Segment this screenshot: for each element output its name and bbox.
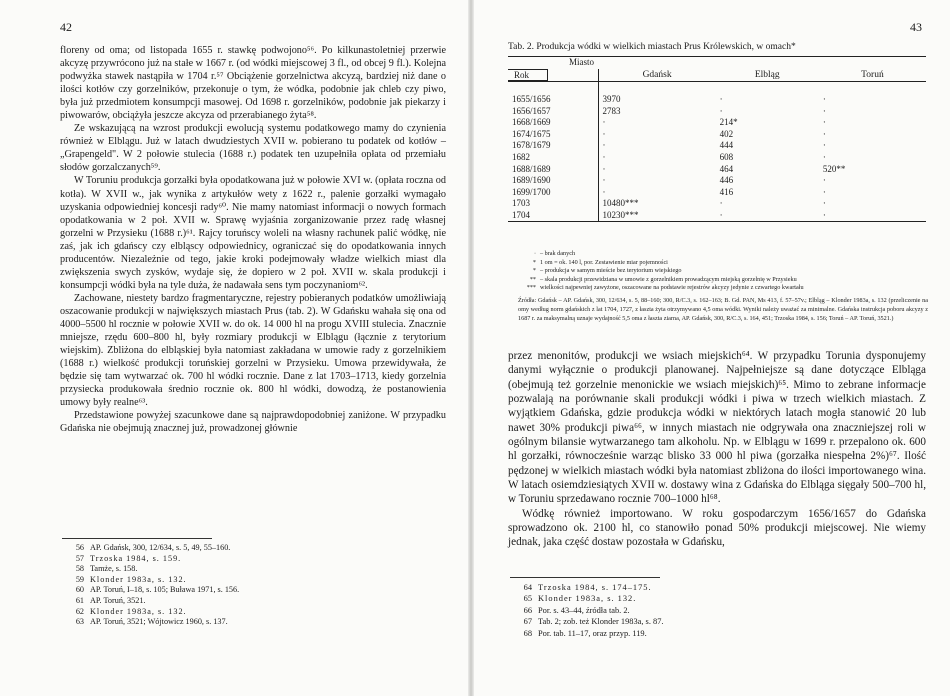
footnote: 57 Trzoska 1984, s. 159. xyxy=(75,553,182,563)
table-row: 1656/1657 2783 · · xyxy=(508,105,926,117)
paragraph: Ze wskazującą na wzrost produkcji ewolucją systemu podatkowego mamy do czynienia również w Elblągu. Już w latach dwudziestych XVII w. pobierano tu podatek od kotłów – „Grapengeld". W 2 połowie stulecia (1688 r.) podatek ten uzupełniła opłata od przemiału słodów gorzalczanych⁵⁹. xyxy=(60,123,446,174)
table-row: 1689/1690 · 446 · xyxy=(508,174,926,186)
page-number: 43 xyxy=(910,20,922,34)
footnote: 63 AP. Toruń, 3521; Wójtowicz 1960, s. 137. xyxy=(75,617,228,627)
table-row: 1704 10230*** · · xyxy=(508,209,926,221)
table-sources: Źródła: Gdańsk – AP. Gdańsk, 300, 12/634, s. 5, 88–160; 300, R/C.3, s. 162–163; B. Gd. PAN, Ms 413, f. 57–57v.; Elbląg – Klonder 1983a, s. 132 (przeliczenie na omy według norm gdańskich z lat 1704, 1727, z łaszta żyta otrzymywano 4,5 oma wódki. Wyniki należy uważać za minimalne. Gdańska instrukcja poboru akcyzy z 1687 r. za maksymalną uznaje wydajność 5,5 oma z łaszta ziarna, AP. Gdańsk, 300, R/C.3, s. 164, 451; Trzoska 1984, s. 156; Toruń – AP. Toruń, 3521.) xyxy=(518,297,928,322)
footnote: 64 Trzoska 1984, s. 174–175. xyxy=(523,583,652,592)
table-row: 1703 10480*** · · xyxy=(508,198,926,210)
paragraph: floreny od oma; od listopada 1655 r. stawkę podwojono⁵⁶. Po kilkunastoletniej przerwie akcyzę przywrócono już na stałe w 1667 r. (od wódki miejscowej 3 fl., od obcej 9 fl.). Kolejna podwyżka stawek nastąpiła w 1704 r.⁵⁷ Obciążenie gorzelnictwa akcyzą, bardziej niż dane o ilości kotłów czy gorzelników, przekonuje o tym, że wódka, podobnie jak chleb czy piwo, była już przedmiotem konsumpcji masowej. Od 1698 r. gorzelników, podobnie jak piekarzy i piwowarów, obciążyła jeszcze akcyza od przerabianego żyta⁵⁸. xyxy=(60,45,446,122)
legend-item: · – brak danych xyxy=(533,250,576,257)
footnote: 67 Tab. 2; zob. też Klonder 1983a, s. 87. xyxy=(523,617,664,627)
table-row: 1688/1689 · 464 520** xyxy=(508,163,926,175)
footnote: 60 AP. Toruń, I–18, s. 105; Buława 1971, s. 156. xyxy=(75,585,240,595)
footnote-rule xyxy=(62,538,212,539)
corner-label-city: Miasto xyxy=(508,57,598,69)
page-number: 42 xyxy=(60,20,72,34)
column-header: Elbląg xyxy=(754,69,780,80)
footnote: 68 Por. tab. 11–17, oraz przyp. 119. xyxy=(523,628,647,638)
table-row: 1699/1700 · 416 · xyxy=(508,186,926,198)
paragraph: Zachowane, niestety bardzo fragmentaryczne, rejestry pobieranych podatków umożliwiają oszacowanie produkcji w największych miastach Prus (tab. 2). W Gdańsku wahała się ona od 4000–5500 hl rocznie w połowie XVII w. do ok. 14 000 hl na progu XVIII stulecia. Znacznie mniejsze, rzędu 600–800 hl, były rozmiary produkcji w Elblągu (łącznie z terytorium wiejskim). Zbliżona do elbląskiej była natomiast zakładana w umowie rady z gorzelnikiem (1688 r.) wielkość produkcji toruńskiej gorzelni w Przysieku. Umowa przewidywała, że będzie się tam wytwarzać ok. 700 hl wódki rocznie. Dane z lat 1703–1713, kiedy gorzelnia przysiecka produkowała średnio rocznie ok. 800 hl wódki, dowodzą, że postanowienia umowy były realne⁶³. xyxy=(60,292,446,409)
corner-label-year: Rok xyxy=(508,69,548,81)
paragraph: przez menonitów, produkcji we wsiach miejskich⁶⁴. W przypadku Torunia dysponujemy danymi wyłącznie o produkcji planowanej. Najpełniejsze są dane dotyczące Elbląga (obejmują też gorzelnie menonickie we wsiach miejskich)⁶⁵. Mimo to zebrane informacje pozwalają na porównanie skali produkcji wódki i piwa w trzech wielkich miastach. Z wyjątkiem Gdańska, gdzie produkcja wódki w niektórych latach mogła stanowić 20 lub nawet 30% produkcji piwa⁶⁶, w innych miastach nie odgrywała ona znaczniejszej roli w ogólnym bilansie wytwarzanego tam alkoholu. Np. w Elblągu w 1699 r. przepalono ok. 600 hl gorzałki, równocześnie warząc blisko 33 000 hl piwa (gorzałka niespełna 2%)⁶⁷. Ilość pędzonej w wielkich miastach wódki była natomiast zbliżona do ilości importowanego wina. W latach osiemdziesiątych XVII w. dostawy wina z Gdańska do Elbląga sięgały 500–700 hl, w Toruniu sprzedawano rocznie 700–1000 hl⁶⁸. xyxy=(508,350,926,506)
left-page xyxy=(0,0,470,696)
footnote: 65 Klonder 1983a, s. 132. xyxy=(523,594,637,604)
production-table xyxy=(508,56,926,226)
legend-item: * – produkcja w samym mieście bez terytorium wiejskiego xyxy=(532,267,682,275)
footnotes xyxy=(510,582,890,639)
table-legend xyxy=(518,250,923,293)
paragraph: Przedstawione powyżej szacunkowe dane są najprawdopodobniej zaniżone. W przypadku Gdańska nie obejmują znacznej już, prowadzonej głównie xyxy=(60,410,446,435)
footnotes xyxy=(62,543,442,628)
right-page xyxy=(472,0,950,696)
footnote: 61 AP. Toruń, 3521. xyxy=(75,595,146,605)
table-row: 1668/1669 · 214* · xyxy=(508,116,926,128)
footnote: 59 Klonder 1983a, s. 132. xyxy=(75,574,187,584)
footnote: 66 Por. s. 43–44, źródła tab. 2. xyxy=(523,605,630,615)
footnote-rule xyxy=(510,577,660,578)
table-row: 1674/1675 · 402 · xyxy=(508,128,926,140)
footnote: 62 Klonder 1983a, s. 132. xyxy=(75,606,187,616)
column-header: Toruń xyxy=(861,69,884,80)
body-text xyxy=(508,349,926,550)
table-row: 1655/1656 3970 · · xyxy=(508,93,926,105)
footnote: 56 AP. Gdańsk, 300, 12/634, s. 5, 49, 55–160. xyxy=(75,543,231,552)
legend-item: ** – skala produkcji przewidziana w umowie z gorzelnikiem prowadzącym miejską gorzelnię w Przysieku xyxy=(529,275,797,283)
legend-item: *** wielkości najpewniej zawyżone, oszacowane na podstawie rejestrów akcyzy jedynie z czwartego kwartału xyxy=(526,284,804,292)
body-text xyxy=(60,44,446,435)
table-row: 1682 · 608 · xyxy=(508,151,926,163)
footnote: 58 Tamże, s. 158. xyxy=(75,564,138,574)
table-row: 1678/1679 · 444 · xyxy=(508,140,926,152)
column-header: Gdańsk xyxy=(642,69,672,80)
paragraph: W Toruniu produkcja gorzałki była opodatkowana już w połowie XVI w. (opłata roczna od kotła). W XVII w., jak wynika z artykułów wety z 1622 r., palenie gorzałki wymagało uzyskania odpowiedniej koncesji rady⁶⁰. Nie mamy natomiast informacji o nowych formach opodatkowania w 2 poł. XVII w. Sprawę wyjaśnia zorganizowanie przez radę własnej gorzelni w Przysieku (1688 r.)⁶¹. Rajcy toruńscy woleli na własny rachunek palić wódkę, nie zaś, jak ich gdańscy czy elbląscy odpowiednicy, ograniczać się do opodatkowania innych producentów. Niezależnie od tego, jakie kroki podejmowały władze wielkich miast dla zwiększenia swych zysków, wydaje się, że dopiero w 2 poł. XVII w. skala produkcji i konsumpcji wódki była na tyle duża, że nadawała sens tym poczynaniom⁶². xyxy=(60,175,446,291)
paragraph: Wódkę również importowano. W roku gospodarczym 1656/1657 do Gdańska sprowadzono ok. 2100 hl, co stanowiło ponad 50% produkcji miejscowej. Nie wiemy jednak, jaka część dostaw pozostała w Gdańsku, xyxy=(508,507,926,549)
table-caption: Tab. 2. Produkcja wódki w wielkich miastach Prus Królewskich, w omach* xyxy=(508,42,796,52)
legend-item: * 1 om = ok. 140 l, por. Zestawienie miar pojemności xyxy=(532,258,668,266)
